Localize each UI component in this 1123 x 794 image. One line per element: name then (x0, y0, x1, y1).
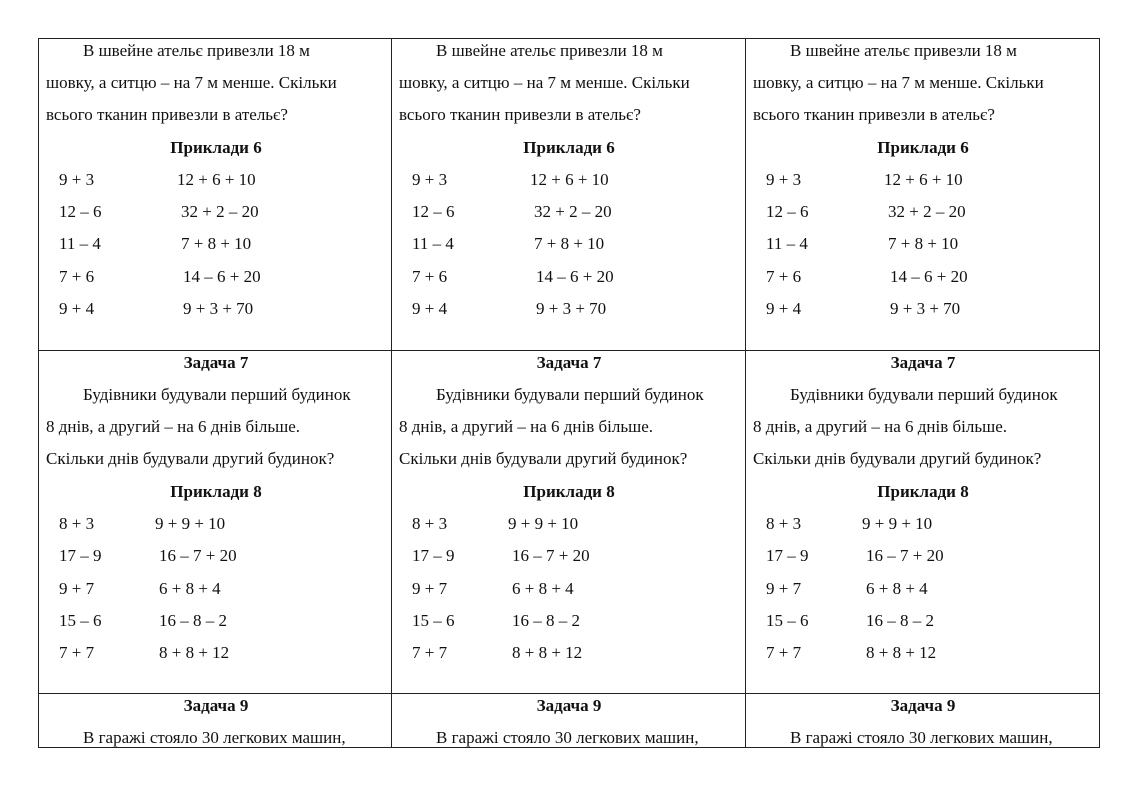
example-expression: 7 + 6 (412, 267, 448, 286)
example-expression: 9 + 9 + 10 (862, 514, 933, 533)
example-expression: 12 + 6 + 10 (530, 170, 609, 189)
example-expression: 16 – 7 + 20 (866, 546, 944, 565)
example-expression: 7 + 8 + 10 (534, 234, 605, 253)
problem-text-line: шовку, а ситцю – на 7 м менше. Скільки (399, 73, 690, 92)
task-cell (745, 350, 1100, 694)
example-expression: 9 + 3 + 70 (536, 299, 607, 318)
examples-heading: Приклади 6 (170, 138, 262, 157)
example-expression: 32 + 2 – 20 (181, 202, 259, 221)
problem-text-line: всього тканин привезли в ательє? (46, 105, 288, 124)
examples-heading: Приклади 6 (877, 138, 969, 157)
task-cell (745, 38, 1100, 351)
problem-text-line: В швейне ательє привезли 18 м (83, 41, 310, 60)
example-expression: 9 + 7 (412, 579, 448, 598)
example-expression: 9 + 9 + 10 (155, 514, 226, 533)
example-expression: 6 + 8 + 4 (159, 579, 221, 598)
problem-text-line: Скільки днів будували другий будинок? (46, 449, 335, 468)
example-expression: 14 – 6 + 20 (890, 267, 968, 286)
task-cell (391, 350, 746, 694)
example-expression: 14 – 6 + 20 (183, 267, 261, 286)
example-expression: 7 + 8 + 10 (888, 234, 959, 253)
example-expression: 8 + 3 (412, 514, 448, 533)
examples-heading: Приклади 8 (877, 482, 969, 501)
problem-heading: Задача 9 (536, 696, 602, 715)
example-expression: 8 + 3 (766, 514, 802, 533)
example-expression: 8 + 8 + 12 (866, 643, 937, 662)
example-expression: 32 + 2 – 20 (534, 202, 612, 221)
example-expression: 12 + 6 + 10 (177, 170, 256, 189)
example-expression: 17 – 9 (766, 546, 809, 565)
task-cell (745, 693, 1100, 748)
problem-text-line: 8 днів, а другий – на 6 днів більше. (46, 417, 301, 436)
example-expression: 15 – 6 (412, 611, 455, 630)
problem-text-line: В гаражі стояло 30 легкових машин, (83, 728, 346, 747)
example-expression: 9 + 7 (59, 579, 95, 598)
problem-text-line: 8 днів, а другий – на 6 днів більше. (399, 417, 654, 436)
problem-text-line: Будівники будували перший будинок (83, 385, 351, 404)
example-expression: 12 + 6 + 10 (884, 170, 963, 189)
problem-text-line: Будівники будували перший будинок (790, 385, 1058, 404)
example-expression: 11 – 4 (766, 234, 808, 253)
example-expression: 9 + 3 (59, 170, 95, 189)
example-expression: 7 + 6 (766, 267, 802, 286)
problem-text-line: В гаражі стояло 30 легкових машин, (436, 728, 699, 747)
example-expression: 15 – 6 (59, 611, 102, 630)
example-expression: 6 + 8 + 4 (512, 579, 574, 598)
problem-text-line: шовку, а ситцю – на 7 м менше. Скільки (46, 73, 337, 92)
problem-heading: Задача 7 (536, 353, 602, 372)
example-expression: 16 – 8 – 2 (512, 611, 580, 630)
example-expression: 9 + 3 + 70 (890, 299, 961, 318)
example-expression: 9 + 3 (412, 170, 448, 189)
example-expression: 9 + 3 + 70 (183, 299, 254, 318)
example-expression: 16 – 7 + 20 (512, 546, 590, 565)
example-expression: 7 + 7 (59, 643, 95, 662)
example-expression: 12 – 6 (766, 202, 809, 221)
problem-heading: Задача 7 (183, 353, 249, 372)
example-expression: 7 + 8 + 10 (181, 234, 252, 253)
example-expression: 12 – 6 (59, 202, 102, 221)
problem-text-line: В швейне ательє привезли 18 м (790, 41, 1017, 60)
example-expression: 16 – 8 – 2 (866, 611, 934, 630)
problem-heading: Задача 7 (890, 353, 956, 372)
examples-heading: Приклади 8 (170, 482, 262, 501)
example-expression: 14 – 6 + 20 (536, 267, 614, 286)
example-expression: 9 + 4 (766, 299, 802, 318)
example-expression: 11 – 4 (59, 234, 101, 253)
example-expression: 15 – 6 (766, 611, 809, 630)
example-expression: 7 + 7 (766, 643, 802, 662)
example-expression: 9 + 4 (412, 299, 448, 318)
problem-text-line: Будівники будували перший будинок (436, 385, 704, 404)
example-expression: 11 – 4 (412, 234, 454, 253)
worksheet-table (38, 38, 1100, 748)
example-expression: 16 – 8 – 2 (159, 611, 227, 630)
example-expression: 17 – 9 (412, 546, 455, 565)
problem-heading: Задача 9 (183, 696, 249, 715)
example-expression: 17 – 9 (59, 546, 102, 565)
task-cell (38, 350, 392, 694)
examples-heading: Приклади 6 (523, 138, 615, 157)
example-expression: 6 + 8 + 4 (866, 579, 928, 598)
task-cell (391, 38, 746, 351)
example-expression: 7 + 6 (59, 267, 95, 286)
example-expression: 32 + 2 – 20 (888, 202, 966, 221)
problem-text-line: шовку, а ситцю – на 7 м менше. Скільки (753, 73, 1044, 92)
problem-text-line: всього тканин привезли в ательє? (753, 105, 995, 124)
example-expression: 16 – 7 + 20 (159, 546, 237, 565)
task-cell (391, 693, 746, 748)
problem-text-line: 8 днів, а другий – на 6 днів більше. (753, 417, 1008, 436)
problem-heading: Задача 9 (890, 696, 956, 715)
example-expression: 12 – 6 (412, 202, 455, 221)
examples-heading: Приклади 8 (523, 482, 615, 501)
example-expression: 9 + 4 (59, 299, 95, 318)
example-expression: 9 + 7 (766, 579, 802, 598)
problem-text-line: Скільки днів будували другий будинок? (753, 449, 1042, 468)
example-expression: 9 + 3 (766, 170, 802, 189)
example-expression: 9 + 9 + 10 (508, 514, 579, 533)
example-expression: 8 + 8 + 12 (512, 643, 583, 662)
problem-text-line: В гаражі стояло 30 легкових машин, (790, 728, 1053, 747)
task-cell (38, 38, 392, 351)
problem-text-line: Скільки днів будували другий будинок? (399, 449, 688, 468)
example-expression: 8 + 3 (59, 514, 95, 533)
example-expression: 7 + 7 (412, 643, 448, 662)
task-cell (38, 693, 392, 748)
problem-text-line: всього тканин привезли в ательє? (399, 105, 641, 124)
problem-text-line: В швейне ательє привезли 18 м (436, 41, 663, 60)
example-expression: 8 + 8 + 12 (159, 643, 230, 662)
